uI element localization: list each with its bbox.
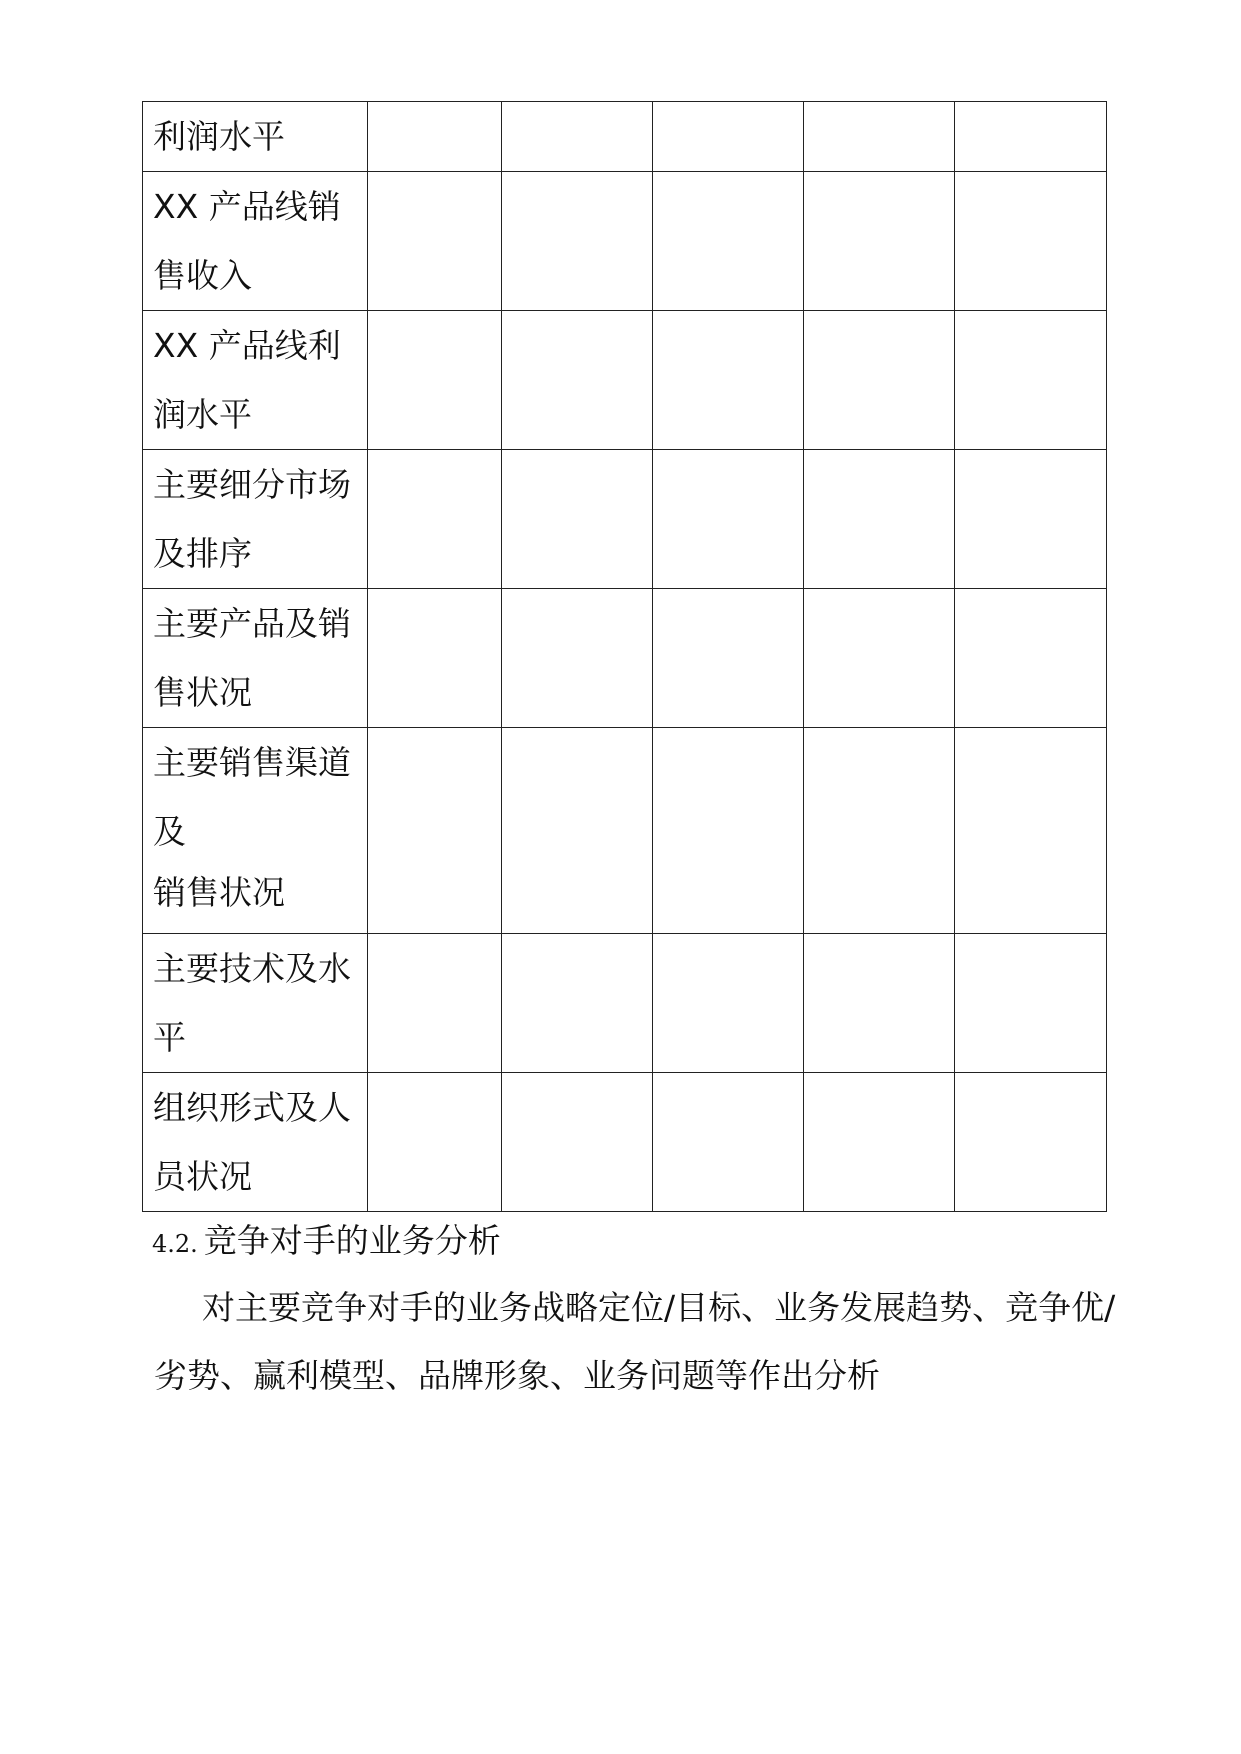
table-cell — [653, 102, 804, 172]
table-cell — [955, 311, 1107, 450]
table-row — [143, 1073, 1107, 1212]
row-label: XX 产品线销售收入 — [153, 187, 341, 295]
section-title: 竞争对手的业务分析 — [203, 1221, 501, 1260]
section-paragraph: 对主要竞争对手的业务战略定位/目标、业务发展趋势、竞争优/劣势、赢利模型、品牌形象、业务问题等作出分析 — [154, 1288, 1116, 1395]
row-label: 利润水平 — [153, 117, 285, 156]
row-label-cell — [143, 728, 368, 934]
row-label-line: 主要销售渠道及 — [153, 743, 351, 851]
row-label: 主要细分市场及排序 — [153, 465, 351, 573]
table-cell — [502, 934, 653, 1073]
table-cell — [955, 728, 1107, 934]
row-label: 主要产品及销售状况 — [153, 604, 351, 712]
table-cell — [653, 172, 804, 311]
table-cell — [955, 450, 1107, 589]
table-cell — [502, 102, 653, 172]
competitor-comparison-table — [142, 101, 1107, 1212]
table-cell — [653, 728, 804, 934]
table-cell — [804, 172, 955, 311]
table-cell — [502, 172, 653, 311]
table-cell — [502, 1073, 653, 1212]
table-cell — [653, 589, 804, 728]
row-label-cell — [143, 934, 368, 1073]
table-cell — [804, 1073, 955, 1212]
table-cell — [955, 589, 1107, 728]
section-heading — [152, 1213, 501, 1272]
table-cell — [502, 728, 653, 934]
section-number: 4.2. — [152, 1230, 198, 1258]
table-cell — [502, 311, 653, 450]
row-label-cell — [143, 172, 368, 311]
table-cell — [368, 172, 502, 311]
row-label: 主要技术及水平 — [153, 949, 351, 1057]
table-row — [143, 102, 1107, 172]
row-label-cell — [143, 1073, 368, 1212]
row-label: XX 产品线利润水平 — [153, 326, 341, 434]
table-cell — [368, 1073, 502, 1212]
table-cell — [955, 172, 1107, 311]
row-label-line: 销售状况 — [153, 873, 285, 912]
table-cell — [368, 934, 502, 1073]
table-cell — [804, 102, 955, 172]
table-cell — [502, 450, 653, 589]
table-cell — [653, 1073, 804, 1212]
table-row — [143, 450, 1107, 589]
table-cell — [368, 102, 502, 172]
table-cell — [955, 1073, 1107, 1212]
table-cell — [955, 934, 1107, 1073]
table-row — [143, 934, 1107, 1073]
table-cell — [955, 102, 1107, 172]
row-label-cell — [143, 450, 368, 589]
table-cell — [368, 589, 502, 728]
table-cell — [653, 450, 804, 589]
row-label: 组织形式及人员状况 — [153, 1088, 351, 1196]
table-cell — [368, 311, 502, 450]
table-cell — [804, 934, 955, 1073]
row-label-cell — [143, 311, 368, 450]
table-cell — [653, 934, 804, 1073]
table-cell — [804, 311, 955, 450]
table-row — [143, 311, 1107, 450]
table-row — [143, 728, 1107, 934]
table-cell — [804, 450, 955, 589]
table-row — [143, 589, 1107, 728]
table-cell — [368, 728, 502, 934]
table-cell — [653, 311, 804, 450]
table-row — [143, 172, 1107, 311]
table-cell — [804, 728, 955, 934]
row-label-cell — [143, 102, 368, 172]
table-cell — [368, 450, 502, 589]
table-cell — [502, 589, 653, 728]
row-label-cell — [143, 589, 368, 728]
table-cell — [804, 589, 955, 728]
